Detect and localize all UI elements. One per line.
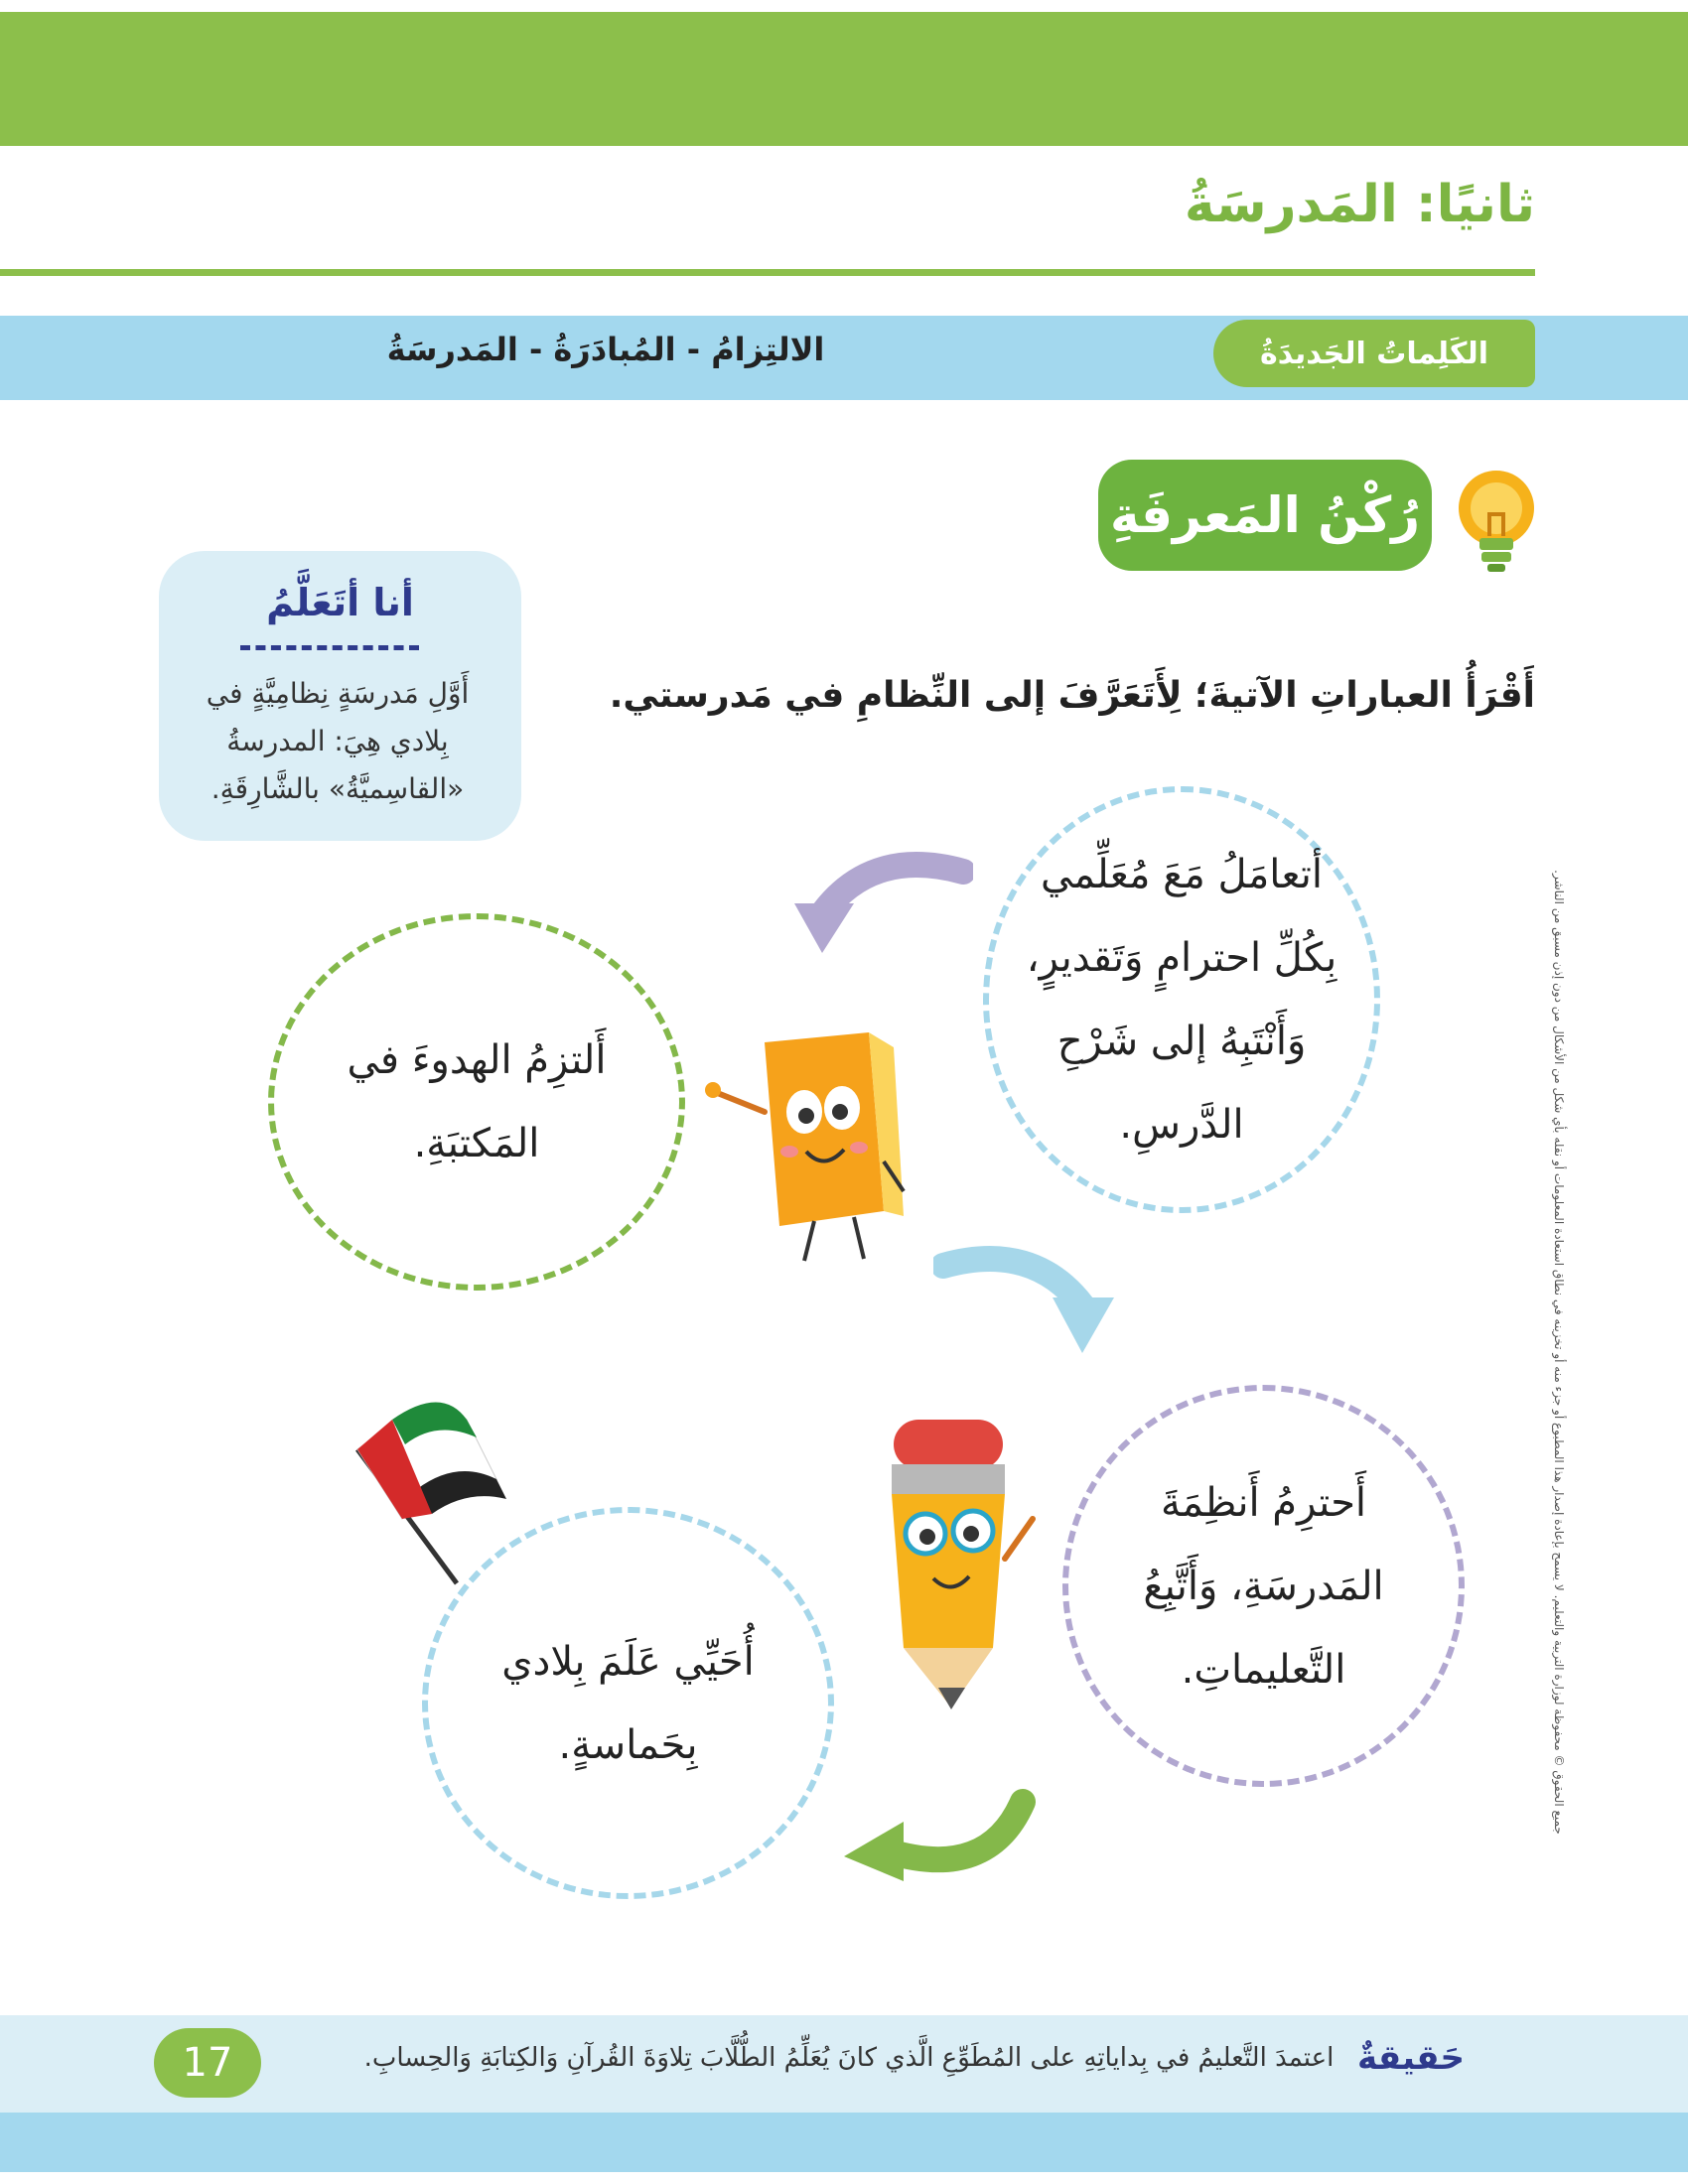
learn-box-title: أنا أتَعَلَّمُ	[266, 581, 414, 624]
learn-box-text: أَوَّلِ مَدرسَةٍ نِظامِيَّةٍ في بِلادي هِيَ: المدرسةُ «القاسِميَّةُ» بالشَّارِقَةِ.	[206, 677, 470, 805]
vocabulary-words: الالتِزامُ - المُبادَرَةُ - المَدرسَةُ	[386, 331, 825, 368]
curved-arrow-icon	[784, 842, 973, 961]
curved-arrow-icon	[839, 1782, 1038, 1891]
vocabulary-label: الكَلِماتُ الجَديدَةُ	[1213, 320, 1535, 387]
statement-circle-4: أُحَيِّي عَلَمَ بِلادي بِحَماسةٍ.	[422, 1507, 834, 1899]
knowledge-corner-title: رُكْنُ المَعرفَةِ	[1098, 460, 1432, 571]
header-band	[0, 12, 1688, 146]
learn-box-underline	[240, 645, 419, 650]
footer-band	[0, 2113, 1688, 2172]
copyright-note	[1529, 774, 1569, 1946]
page-number: 17	[154, 2028, 261, 2098]
instruction-text: أَقْرَأُ العباراتِ الآتيةَ؛ لِأَتَعَرَّفَ إلى النِّظامِ في مَدرستي.	[609, 675, 1535, 716]
fact-text: اعتمدَ التَّعليمُ في بِداياتِهِ على المُطَوِّعِ الَّذي كانَ يُعَلِّمُ الطُّلَّابَ تِلاوَةَ القُرآنِ وَالكِتابَةِ وَالحِسابِ.	[363, 2043, 1335, 2073]
statement-circle-2: أَلتزِمُ الهدوءَ في المَكتبَةِ.	[268, 913, 685, 1291]
section-title: ثانيًا: المَدرسَةُ	[1184, 175, 1535, 234]
book-character-icon	[695, 1013, 914, 1271]
statement-circle-1: أتعامَلُ مَعَ مُعَلِّمي بِكُلِّ احترامٍ وَتَقديرٍ، وَأَنْتَبِهُ إلى شَرْحِ الدَّرسِ.	[983, 786, 1380, 1213]
fact-label: حَقيقةٌ	[1357, 2038, 1465, 2078]
statement-circle-3: أَحترِمُ أَنظِمَةَ المَدرسَةِ، وَأَتَّبِعُ التَّعليماتِ.	[1062, 1385, 1465, 1787]
copyright-text: جميع الحقوق © محفوظة لوزارة التربية والتعليم. لا يسمح بإعادة إصدار هذا المطبوع أو جزء منه أو تخزينه في نطاق استعادة المعلومات أو نقله بأي شكل من الأشكال من دون إذن مسبق من الناشر.	[1552, 870, 1566, 1835]
uae-flag-icon	[348, 1390, 546, 1588]
curved-arrow-icon	[933, 1236, 1122, 1365]
lightbulb-icon	[1454, 467, 1539, 576]
title-divider	[0, 269, 1535, 276]
pencil-character-icon	[854, 1410, 1053, 1727]
